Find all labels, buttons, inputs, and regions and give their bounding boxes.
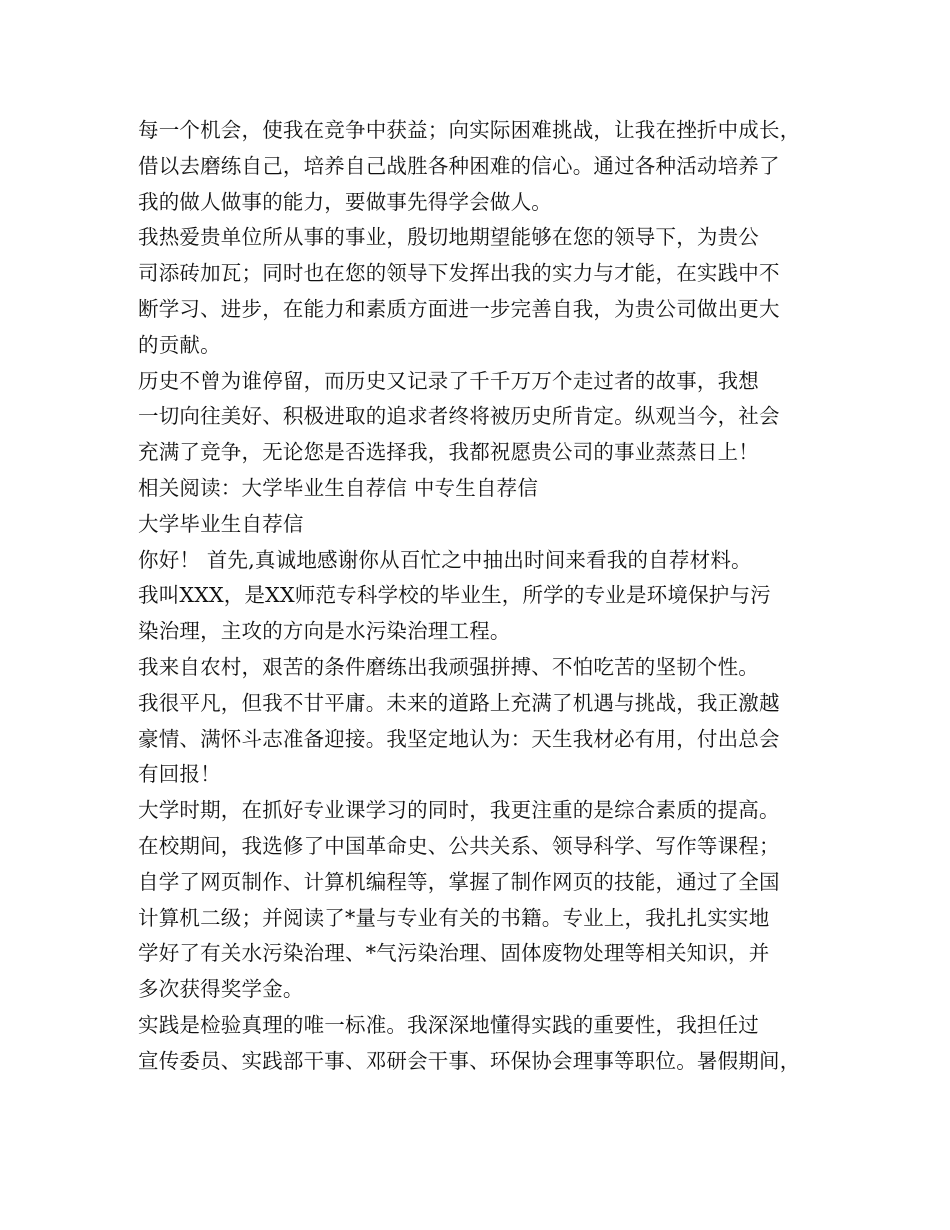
text-line: 实践是检验真理的唯一标准。我深深地懂得实践的重要性，我担任过 — [138, 1012, 759, 1037]
text-line: 每一个机会，使我在竞争中获益；向实际困难挑战，让我在挫折中成长， — [138, 118, 801, 142]
text-line: 的贡献。 — [138, 332, 221, 357]
text-line: 断学习、进步，在能力和素质方面进一步完善自我，为贵公司做出更大 — [138, 296, 780, 321]
text-line: 宣传委员、实践部干事、邓研会干事、环保协会理事等职位。暑假期间， — [138, 1048, 801, 1073]
text-line: 多次获得奖学金。 — [138, 977, 304, 1002]
text-line: 充满了竞争，无论您是否选择我，我都祝愿贵公司的事业蒸蒸日上！ — [138, 440, 759, 465]
text-line: 染治理，主攻的方向是水污染治理工程。 — [138, 619, 511, 644]
text-line: 司添砖加瓦；同时也在您的领导下发挥出我的实力与才能，在实践中不 — [138, 261, 780, 286]
text-line: 我热爱贵单位所从事的事业，殷切地期望能够在您的领导下，为贵公 — [138, 225, 759, 250]
text-line: 在校期间，我选修了中国革命史、公共关系、领导科学、写作等课程； — [138, 833, 780, 858]
text-line: 大学时期，在抓好专业课学习的同时，我更注重的是综合素质的提高。 — [138, 798, 780, 823]
related-reading-line: 相关阅读：大学毕业生自荐信 中专生自荐信 — [138, 475, 539, 500]
text-line: 我的做人做事的能力，要做事先得学会做人。 — [138, 189, 552, 214]
text-line: 计算机二级；并阅读了*量与专业有关的书籍。专业上，我扎扎实实地 — [138, 905, 770, 930]
text-line: 历史不曾为谁停留，而历史又记录了千千万万个走过者的故事，我想 — [138, 368, 759, 393]
text-line: 我叫XXX，是XX师范专科学校的毕业生，所学的专业是环境保护与污 — [138, 583, 771, 608]
greeting-line: 你好！ 首先,真诚地感谢你从百忙之中抽出时间来看我的自荐材料。 — [138, 547, 752, 572]
text-line: 一切向往美好、积极进取的追求者终将被历史所肯定。纵观当今，社会 — [138, 404, 780, 429]
text-line: 学好了有关水污染治理、*气污染治理、固体废物处理等相关知识，并 — [138, 941, 770, 966]
text-line: 我很平凡，但我不甘平庸。未来的道路上充满了机遇与挑战，我正激越 — [138, 690, 780, 715]
text-line: 自学了网页制作、计算机编程等，掌握了制作网页的技能，通过了全国 — [138, 869, 780, 894]
section-heading: 大学毕业生自荐信 — [138, 511, 304, 536]
document-body — [138, 113, 838, 1080]
text-line: 有回报！ — [138, 762, 221, 787]
text-line: 我来自农村，艰苦的条件磨练出我顽强拼搏、不怕吃苦的坚韧个性。 — [138, 654, 759, 679]
text-line: 借以去磨练自己，培养自己战胜各种困难的信心。通过各种活动培养了 — [138, 153, 780, 178]
text-line: 豪情、满怀斗志准备迎接。我坚定地认为：天生我材必有用，付出总会 — [138, 726, 780, 751]
